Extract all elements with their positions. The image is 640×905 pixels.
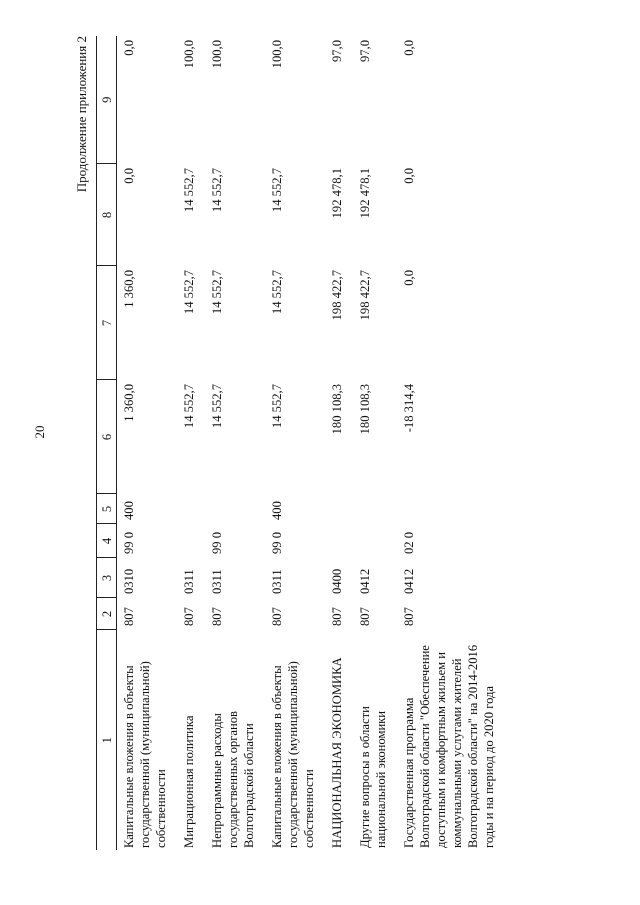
value-cell: 100,0: [182, 40, 196, 69]
code-cell: 0412: [402, 568, 416, 594]
value-cell: 100,0: [210, 40, 224, 69]
code-cell: [325, 524, 353, 558]
rotated-table-sheet: [70, 30, 580, 850]
value-cell: 0,0: [402, 168, 416, 184]
value-cell: 14 552,7: [182, 168, 196, 213]
code-cell: 0311: [210, 569, 224, 594]
code-cell: 400: [270, 501, 284, 520]
code-cell: 807: [210, 607, 224, 626]
value-cell: 1 360,0: [122, 270, 136, 308]
value-cell: 0,0: [402, 270, 416, 286]
row-name: Другие вопросы в области национальной экономики: [358, 706, 388, 848]
code-cell: 807: [330, 607, 344, 626]
code-cell: [325, 494, 353, 524]
row-name: Капитальные вложения в объекты государственной (муниципальной) собственности: [122, 661, 168, 848]
code-cell: 0311: [270, 569, 284, 594]
code-cell: 400: [122, 501, 136, 520]
value-cell: 14 552,7: [210, 168, 224, 213]
code-cell: 0400: [330, 568, 344, 594]
code-cell: 807: [270, 607, 284, 626]
value-cell: 97,0: [330, 40, 344, 63]
code-cell: 0310: [122, 568, 136, 594]
value-cell: 180 108,3: [330, 384, 344, 435]
value-cell: 14 552,7: [270, 384, 284, 429]
row-name: Государственная программа Волгоградской области "Обеспечение доступным и комфортным жильем и коммунальными услугами жителей Волгоградской области" на 2014-2016 годы и на период до 2020 года: [402, 644, 496, 848]
code-cell: [177, 524, 205, 558]
value-cell: 0,0: [122, 40, 136, 56]
table-row: [117, 36, 178, 850]
row-name: Миграционная политика: [182, 715, 196, 848]
row-name: НАЦИОНАЛЬНАЯ ЭКОНОМИКА: [330, 657, 344, 848]
code-cell: 0311: [182, 569, 196, 594]
page-number: 20: [32, 425, 47, 439]
value-cell: 14 552,7: [182, 384, 196, 429]
value-cell: 14 552,7: [270, 168, 284, 213]
header-cell: 1: [97, 630, 117, 850]
header-cell: 3: [97, 558, 117, 598]
continuation-label: Продолжение приложения 2: [74, 36, 89, 193]
header-cell: 5: [97, 494, 117, 524]
value-cell: 14 552,7: [210, 270, 224, 315]
table-row: [177, 36, 205, 850]
table-row: [265, 36, 325, 850]
code-cell: [353, 494, 397, 524]
value-cell: 198 422,7: [358, 270, 372, 321]
value-cell: 180 108,3: [358, 384, 372, 435]
header-cell: 7: [97, 266, 117, 380]
table-row: [353, 36, 397, 850]
code-cell: 99 0: [270, 531, 284, 554]
row-name: Капитальные вложения в объекты государственной (муниципальной) собственности: [270, 661, 316, 848]
header-cell: 9: [97, 36, 117, 164]
table-row: [397, 36, 505, 850]
value-cell: 1 360,0: [122, 384, 136, 422]
value-cell: 192 478,1: [330, 168, 344, 219]
code-cell: 99 0: [122, 531, 136, 554]
code-cell: [205, 494, 265, 524]
header-cell: 6: [97, 380, 117, 494]
header-cell: 8: [97, 164, 117, 266]
header-cell: 2: [97, 598, 117, 630]
value-cell: 0,0: [122, 168, 136, 184]
value-cell: 14 552,7: [182, 270, 196, 315]
code-cell: 02 0: [402, 531, 416, 554]
value-cell: 0,0: [402, 40, 416, 56]
value-cell: 14 552,7: [210, 384, 224, 429]
header-row: [97, 36, 117, 850]
code-cell: [177, 494, 205, 524]
value-cell: -18 314,4: [402, 384, 416, 433]
value-cell: 100,0: [270, 40, 284, 69]
code-cell: 807: [122, 607, 136, 626]
table-row: [205, 36, 265, 850]
value-cell: 14 552,7: [270, 270, 284, 315]
code-cell: 807: [182, 607, 196, 626]
code-cell: 807: [358, 607, 372, 626]
budget-table: [96, 36, 505, 850]
table-row: [325, 36, 353, 850]
code-cell: 0412: [358, 568, 372, 594]
code-cell: [353, 524, 397, 558]
value-cell: 97,0: [358, 40, 372, 63]
value-cell: 192 478,1: [358, 168, 372, 219]
value-cell: 198 422,7: [330, 270, 344, 321]
code-cell: [397, 494, 505, 524]
header-cell: 4: [97, 524, 117, 558]
code-cell: 807: [402, 607, 416, 626]
row-name: Непрограммные расходы государственных органов Волгоградской области: [210, 711, 256, 848]
code-cell: 99 0: [210, 531, 224, 554]
